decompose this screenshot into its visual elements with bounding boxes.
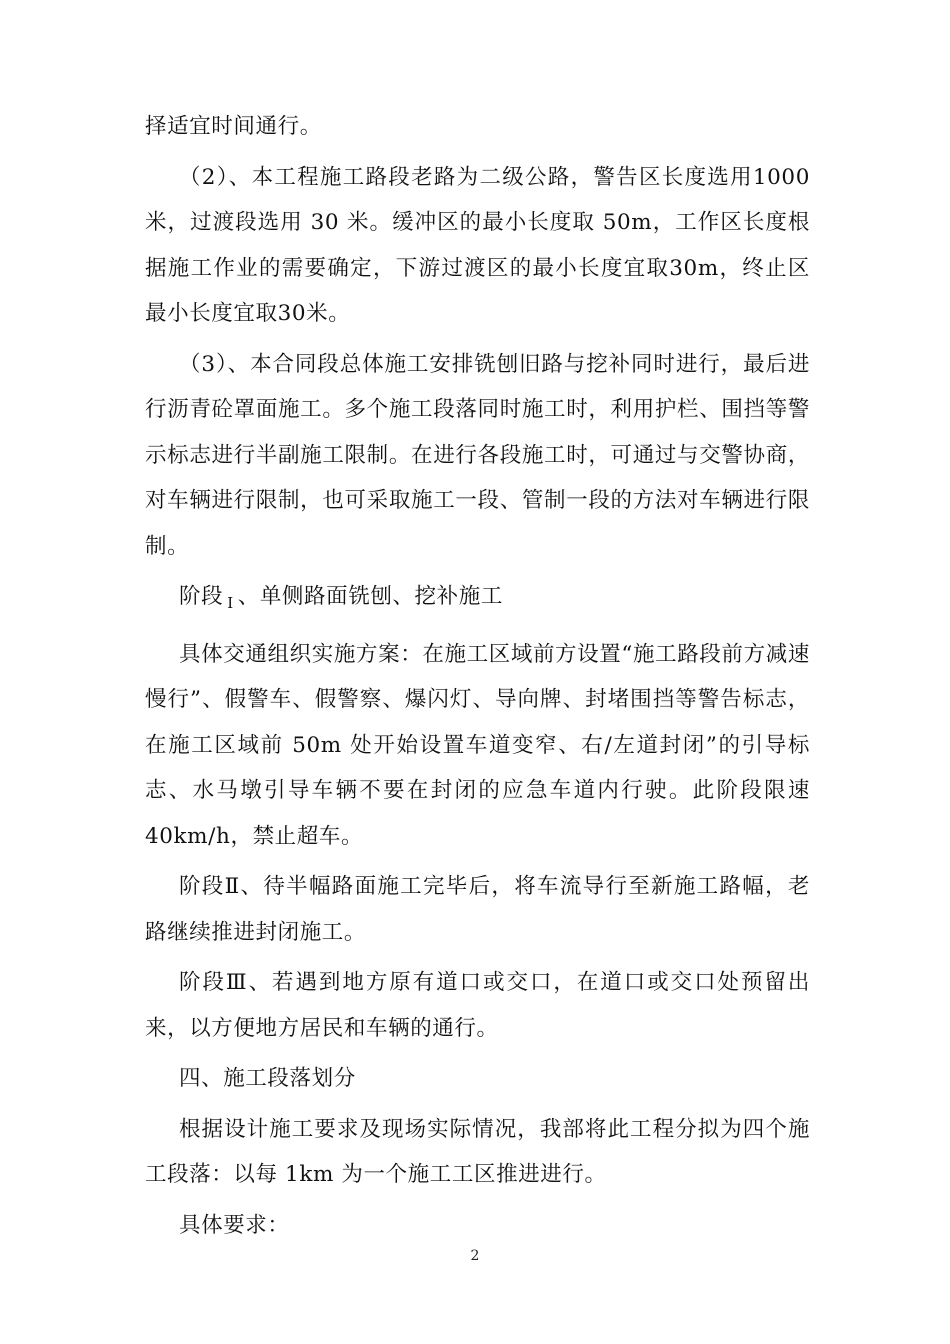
requirements-heading: 具体要求：	[179, 1212, 290, 1238]
stage-2-paragraph: 阶段Ⅱ、待半幅路面施工完毕后，将车流导行至新施工路幅，老路继续推进封闭施工。	[145, 874, 810, 945]
stage-1-title: 、单侧路面铣刨、挖补施工	[237, 584, 503, 609]
paragraph-continuation: 择适宜时间通行。	[145, 114, 322, 139]
stage-3-paragraph: 阶段Ⅲ、若遇到地方原有道口或交口，在道口或交口处预留出来，以方便地方居民和车辆的通行。	[145, 970, 810, 1041]
section-heading-4: 四、施工段落划分	[179, 1066, 356, 1091]
stage-1-prefix: 阶段	[179, 584, 224, 609]
traffic-plan-paragraph: 具体交通组织实施方案：在施工区域前方设置“施工路段前方减速慢行”、假警车、假警察、爆闪灯、导向牌、封堵围挡等警告标志，在施工区域前 50m 处开始设置车道变窄、右/左道封闭”的引导标志、水马墩引导车辆不要在封闭的应急车道内行驶。此阶段限速 40km/h，禁止超车。	[145, 641, 810, 849]
page-number: 2	[470, 1248, 480, 1264]
paragraph-item-3: （3）、本合同段总体施工安排铣刨旧路与挖补同时进行，最后进行沥青砼罩面施工。多个施工段落同时施工时，利用护栏、围挡等警示标志进行半副施工限制。在进行各段施工时，可通过与交警协商，对车辆进行限制，也可采取施工一段、管制一段的方法对车辆进行限制。	[145, 351, 810, 559]
document-body	[145, 104, 810, 1253]
section-division-paragraph: 根据设计施工要求及现场实际情况，我部将此工程分拟为四个施工段落：以每 1km 为一个施工工区推进进行。	[145, 1116, 810, 1187]
paragraph-item-2: （2）、本工程施工路段老路为二级公路，警告区长度选用1000米，过渡段选用 30 米。缓冲区的最小长度取 50m，工作区长度根据施工作业的需要确定，下游过渡区的最小长度宜取30m，终止区最小长度宜取30米。	[145, 164, 810, 326]
stage-1-numeral: I	[227, 594, 234, 612]
stage-1-heading	[145, 574, 810, 627]
